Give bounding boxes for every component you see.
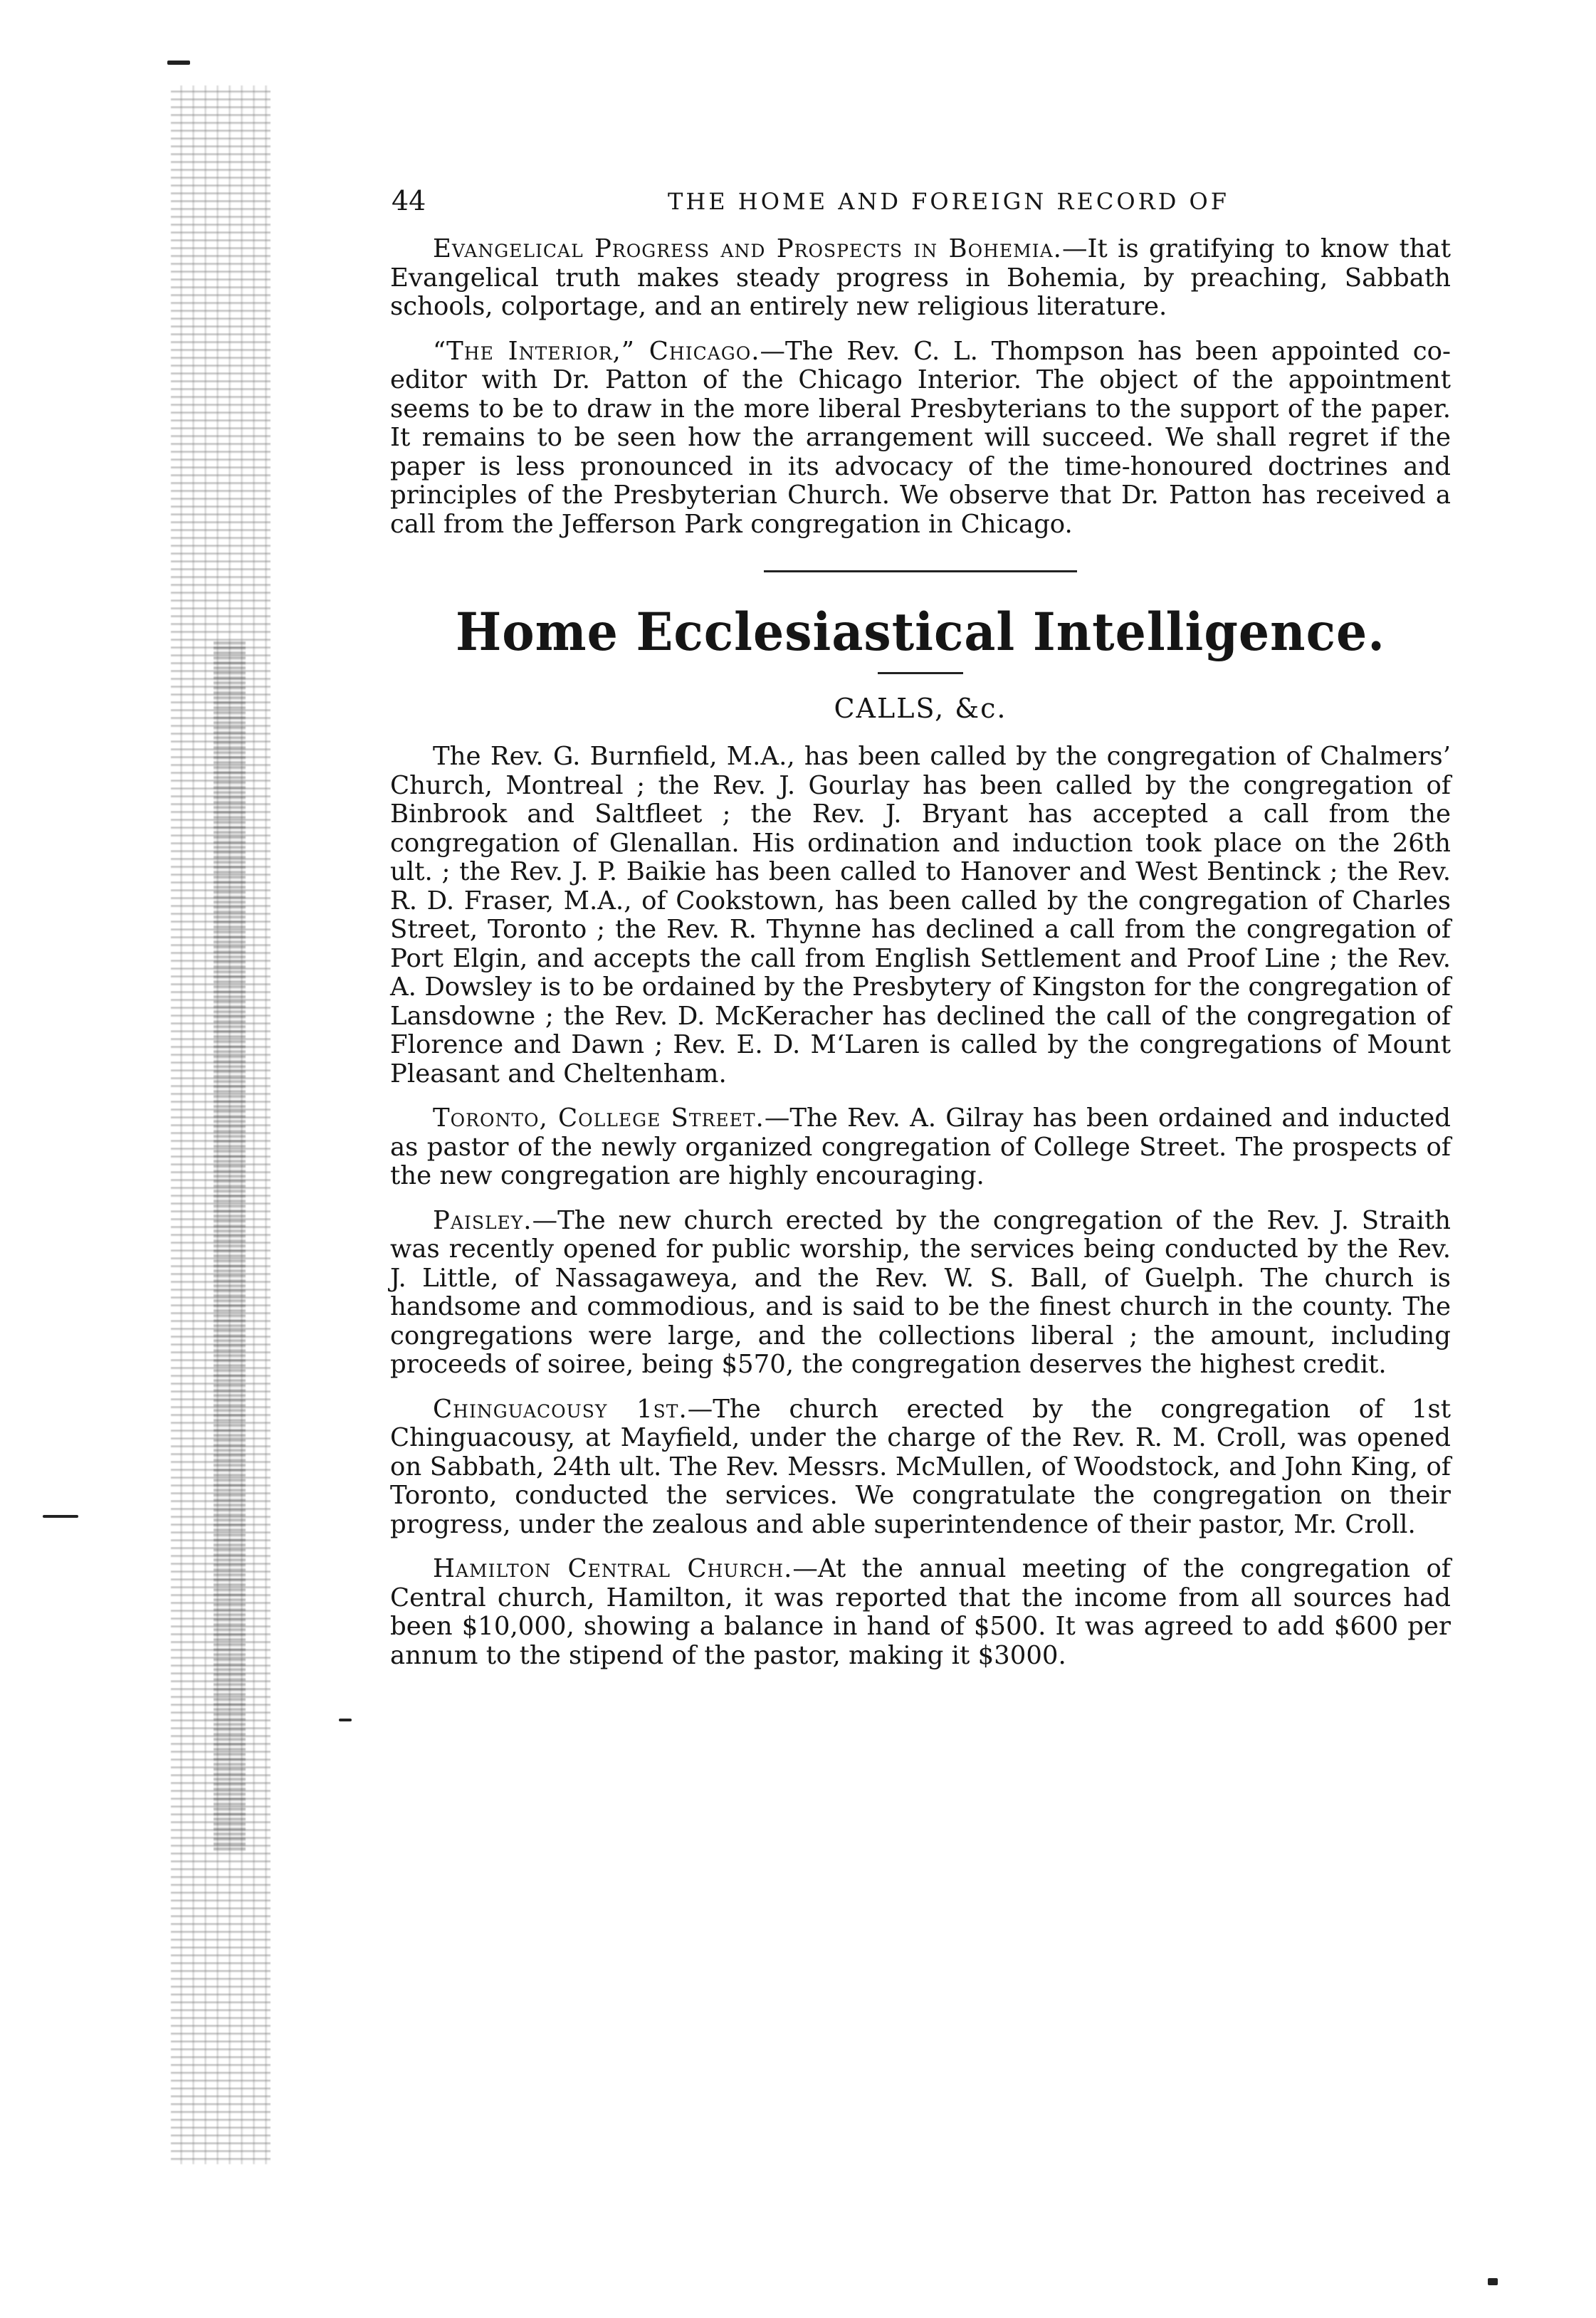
paragraph-heading: Evangelical Progress and Prospects in Bohemia. [433,234,1062,263]
paragraph-calls: The Rev. G. Burnfield, M.A., has been called by the congregation of Chalmers’ Church, Montreal ; the Rev. J. Gourlay has been called by the congregation of Binbrook and Saltfleet ; the Rev. J. Bryant has accepted a call from the congregation of Glenallan. His ordination and induction took place on the 26th ult. ; the Rev. J. P. Baikie has been called to Hanover and West Bentinck ; the Rev. R. D. Fraser, M.A., of Cookstown, has been called by the congregation of Charles Street, Toronto ; the Rev. R. Thynne has declined a call from the congregation of Port Elgin, and accepts the call from English Settlement and Proof Line ; the Rev. A. Dowsley is to be ordained by the Presbytery of Kingston for the congregation of Lansdowne ; the Rev. D. McKeracher has declined the call of the congregation of Florence and Dawn ; Rev. E. D. M‘Laren is called by the congregations of Mount Pleasant and Cheltenham. [390,742,1451,1089]
scan-binding-shadow [214,641,246,1851]
paragraph-chinguacousy [390,1395,1451,1540]
paragraph-bohemia [390,235,1451,322]
scan-speck [1488,2278,1498,2285]
paragraph-body: —It is gratifying to know that Evangelical truth makes steady progress in Bohemia, by preaching, Sabbath schools, colportage, and an entirely new religious literature. [390,234,1451,321]
scan-speck [167,61,190,65]
subhead-calls: CALLS, &c. [834,693,1007,724]
document-page [390,185,1451,1686]
section-title: Home Ecclesiastical Intelligence. [456,601,1385,664]
title-underline [878,672,963,674]
section-divider [764,570,1077,572]
scan-speck [339,1719,352,1721]
paragraph-body: —The church erected by the congregation of 1st Chinguacousy, at Mayfield, under the charge of the Rev. R. M. Croll, was opened on Sabbath, 24th ult. The Rev. Messrs. McMullen, of Woodstock, and John King, of Toronto, conducted the services. We congratulate the congregation on their progress, under the zealous and able superintendence of their pastor, Mr. Croll. [390,1394,1451,1539]
paragraph-heading: Hamilton Central Church. [433,1554,793,1583]
paragraph-heading: Chinguacousy 1st. [433,1394,688,1424]
paragraph-hamilton-central [390,1555,1451,1670]
paragraph-body: —The new church erected by the congregation of the Rev. J. Straith was recently opened for public worship, the services being conducted by the Rev. J. Little, of Nassagaweya, and the Rev. W. S. Ball, of Guelph. The church is handsome and commodious, and is said to be the finest church in the county. The congregations were large, and the collections liberal ; the amount, including proceeds of soiree, being $570, the congregation deserves the highest credit. [390,1205,1451,1379]
paragraph-heading: Toronto, College Street. [433,1103,765,1133]
paragraph-interior-chicago [390,337,1451,540]
paragraph-heading: “The Interior,” Chicago. [433,336,760,366]
paragraph-toronto-college-street [390,1104,1451,1191]
paragraph-heading: Paisley. [433,1205,532,1235]
page-number: 44 [392,185,426,216]
paragraph-paisley [390,1207,1451,1380]
running-title: THE HOME AND FOREIGN RECORD OF [668,188,1229,215]
paragraph-body: —At the annual meeting of the congregation of Central church, Hamilton, it was reported that the income from all sources had been $10,000, showing a balance in hand of $500. It was agreed to add $600 per annum to the stipend of the pastor, making it $3000. [390,1554,1451,1670]
paragraph-body: —The Rev. A. Gilray has been ordained and inducted as pastor of the newly organized congregation of College Street. The prospects of the new congregation are highly encouraging. [390,1103,1451,1190]
paragraph-body: —The Rev. C. L. Thompson has been appointed co-editor with Dr. Patton of the Chicago Interior. The object of the appointment seems to be to draw in the more liberal Presbyterians to the support of the paper. It remains to be seen how the arrangement will succeed. We shall regret if the paper is less pronounced in its advocacy of the time-honoured doctrines and principles of the Presbyterian Church. We observe that Dr. Patton has received a call from the Jefferson Park congregation in Chicago. [390,336,1451,539]
scan-speck [43,1515,78,1518]
running-head [390,185,1451,235]
